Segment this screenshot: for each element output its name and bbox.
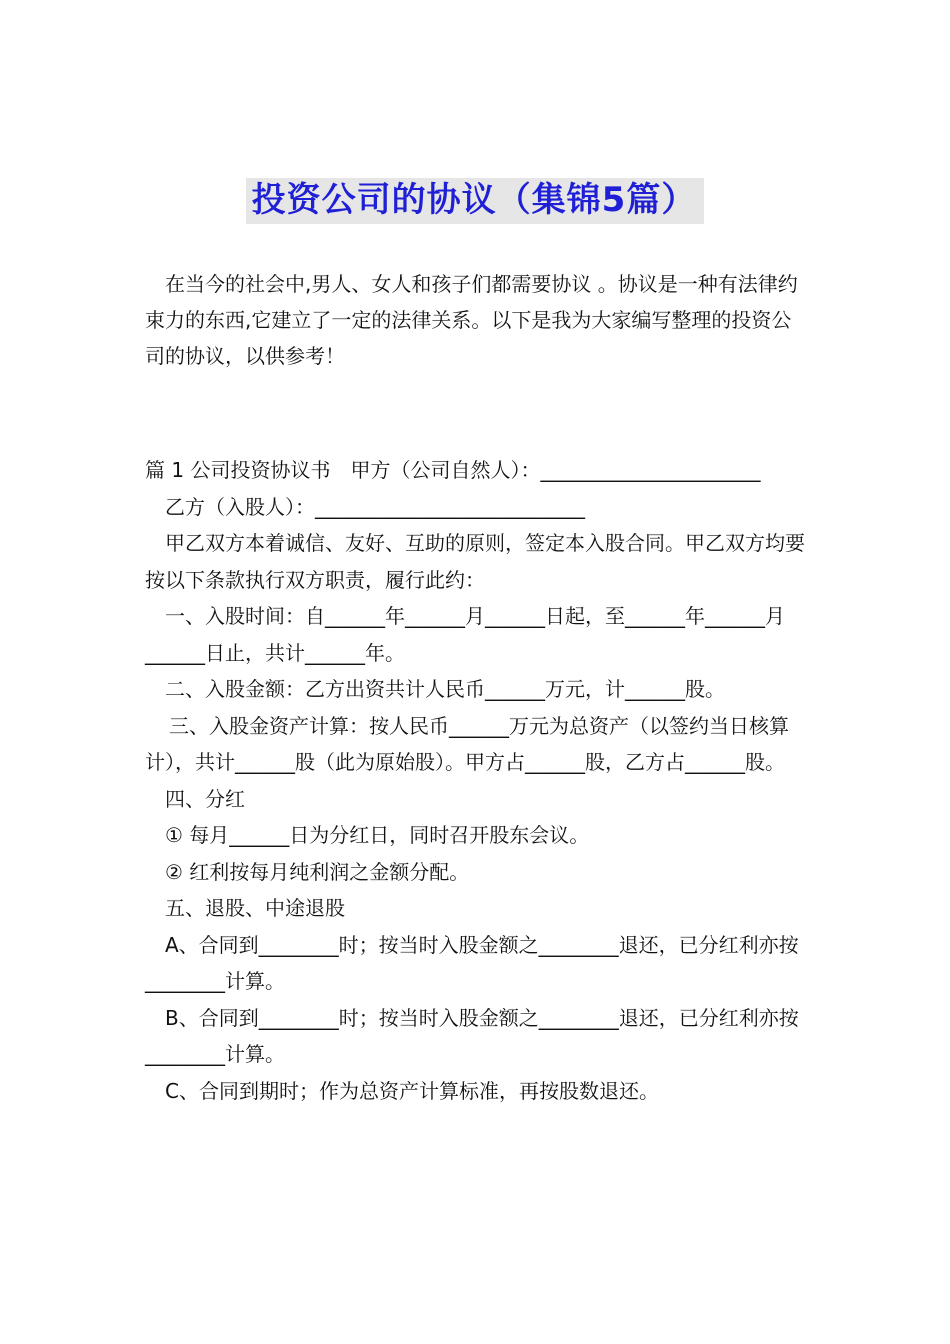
page-title: 投资公司的协议（集锦5篇） bbox=[246, 178, 705, 224]
clause-4-item-2: ② 红利按每月纯利润之金额分配。 bbox=[165, 859, 470, 884]
clause-3: 三、入股金资产计算：按人民币______万元为总资产（以签约当日核算计），共计______股（此为原始股）。甲方占______股，乙方占______股。 bbox=[145, 713, 789, 774]
section-heading-line: 篇 1 公司投资协议书 甲方（公司自然人）：______________________ bbox=[145, 458, 761, 482]
section-gap bbox=[145, 374, 810, 452]
title-wrap bbox=[0, 178, 950, 224]
clause-5-item-c: C、合同到期时；作为总资产计算标准，再按股数退还。 bbox=[165, 1078, 659, 1103]
clause-1: 一、入股时间：自______年______月______日起，至______年______月______日止，共计______年。 bbox=[145, 604, 785, 665]
party-b-line: 乙方（入股人）：___________________________ bbox=[165, 494, 585, 519]
clause-5-heading: 五、退股、中途退股 bbox=[165, 896, 345, 920]
clause-4-item-1: ① 每月______日为分红日，同时召开股东会议。 bbox=[165, 823, 590, 847]
clause-2: 二、入股金额：乙方出资共计人民币______万元，计______股。 bbox=[165, 677, 725, 701]
clause-5-item-b: B、合同到________时；按当时入股金额之________退还，已分红利亦按________计算。 bbox=[145, 1005, 799, 1066]
clause-4-heading: 四、分红 bbox=[165, 786, 245, 811]
clause-5-item-a: A、合同到________时；按当时入股金额之________退还，已分红利亦按________计算。 bbox=[145, 932, 799, 993]
document-body bbox=[145, 266, 810, 1109]
intro-paragraph: 在当今的社会中,男人、女人和孩子们都需要协议 。协议是一种有法律约束力的东西,它建立了一定的法律关系。以下是我为大家编写整理的投资公司的协议，以供参考！ bbox=[145, 272, 798, 368]
preamble-paragraph: 甲乙双方本着诚信、友好、互助的原则，签定本入股合同。甲乙双方均要按以下条款执行双方职责，履行此约： bbox=[145, 531, 805, 592]
